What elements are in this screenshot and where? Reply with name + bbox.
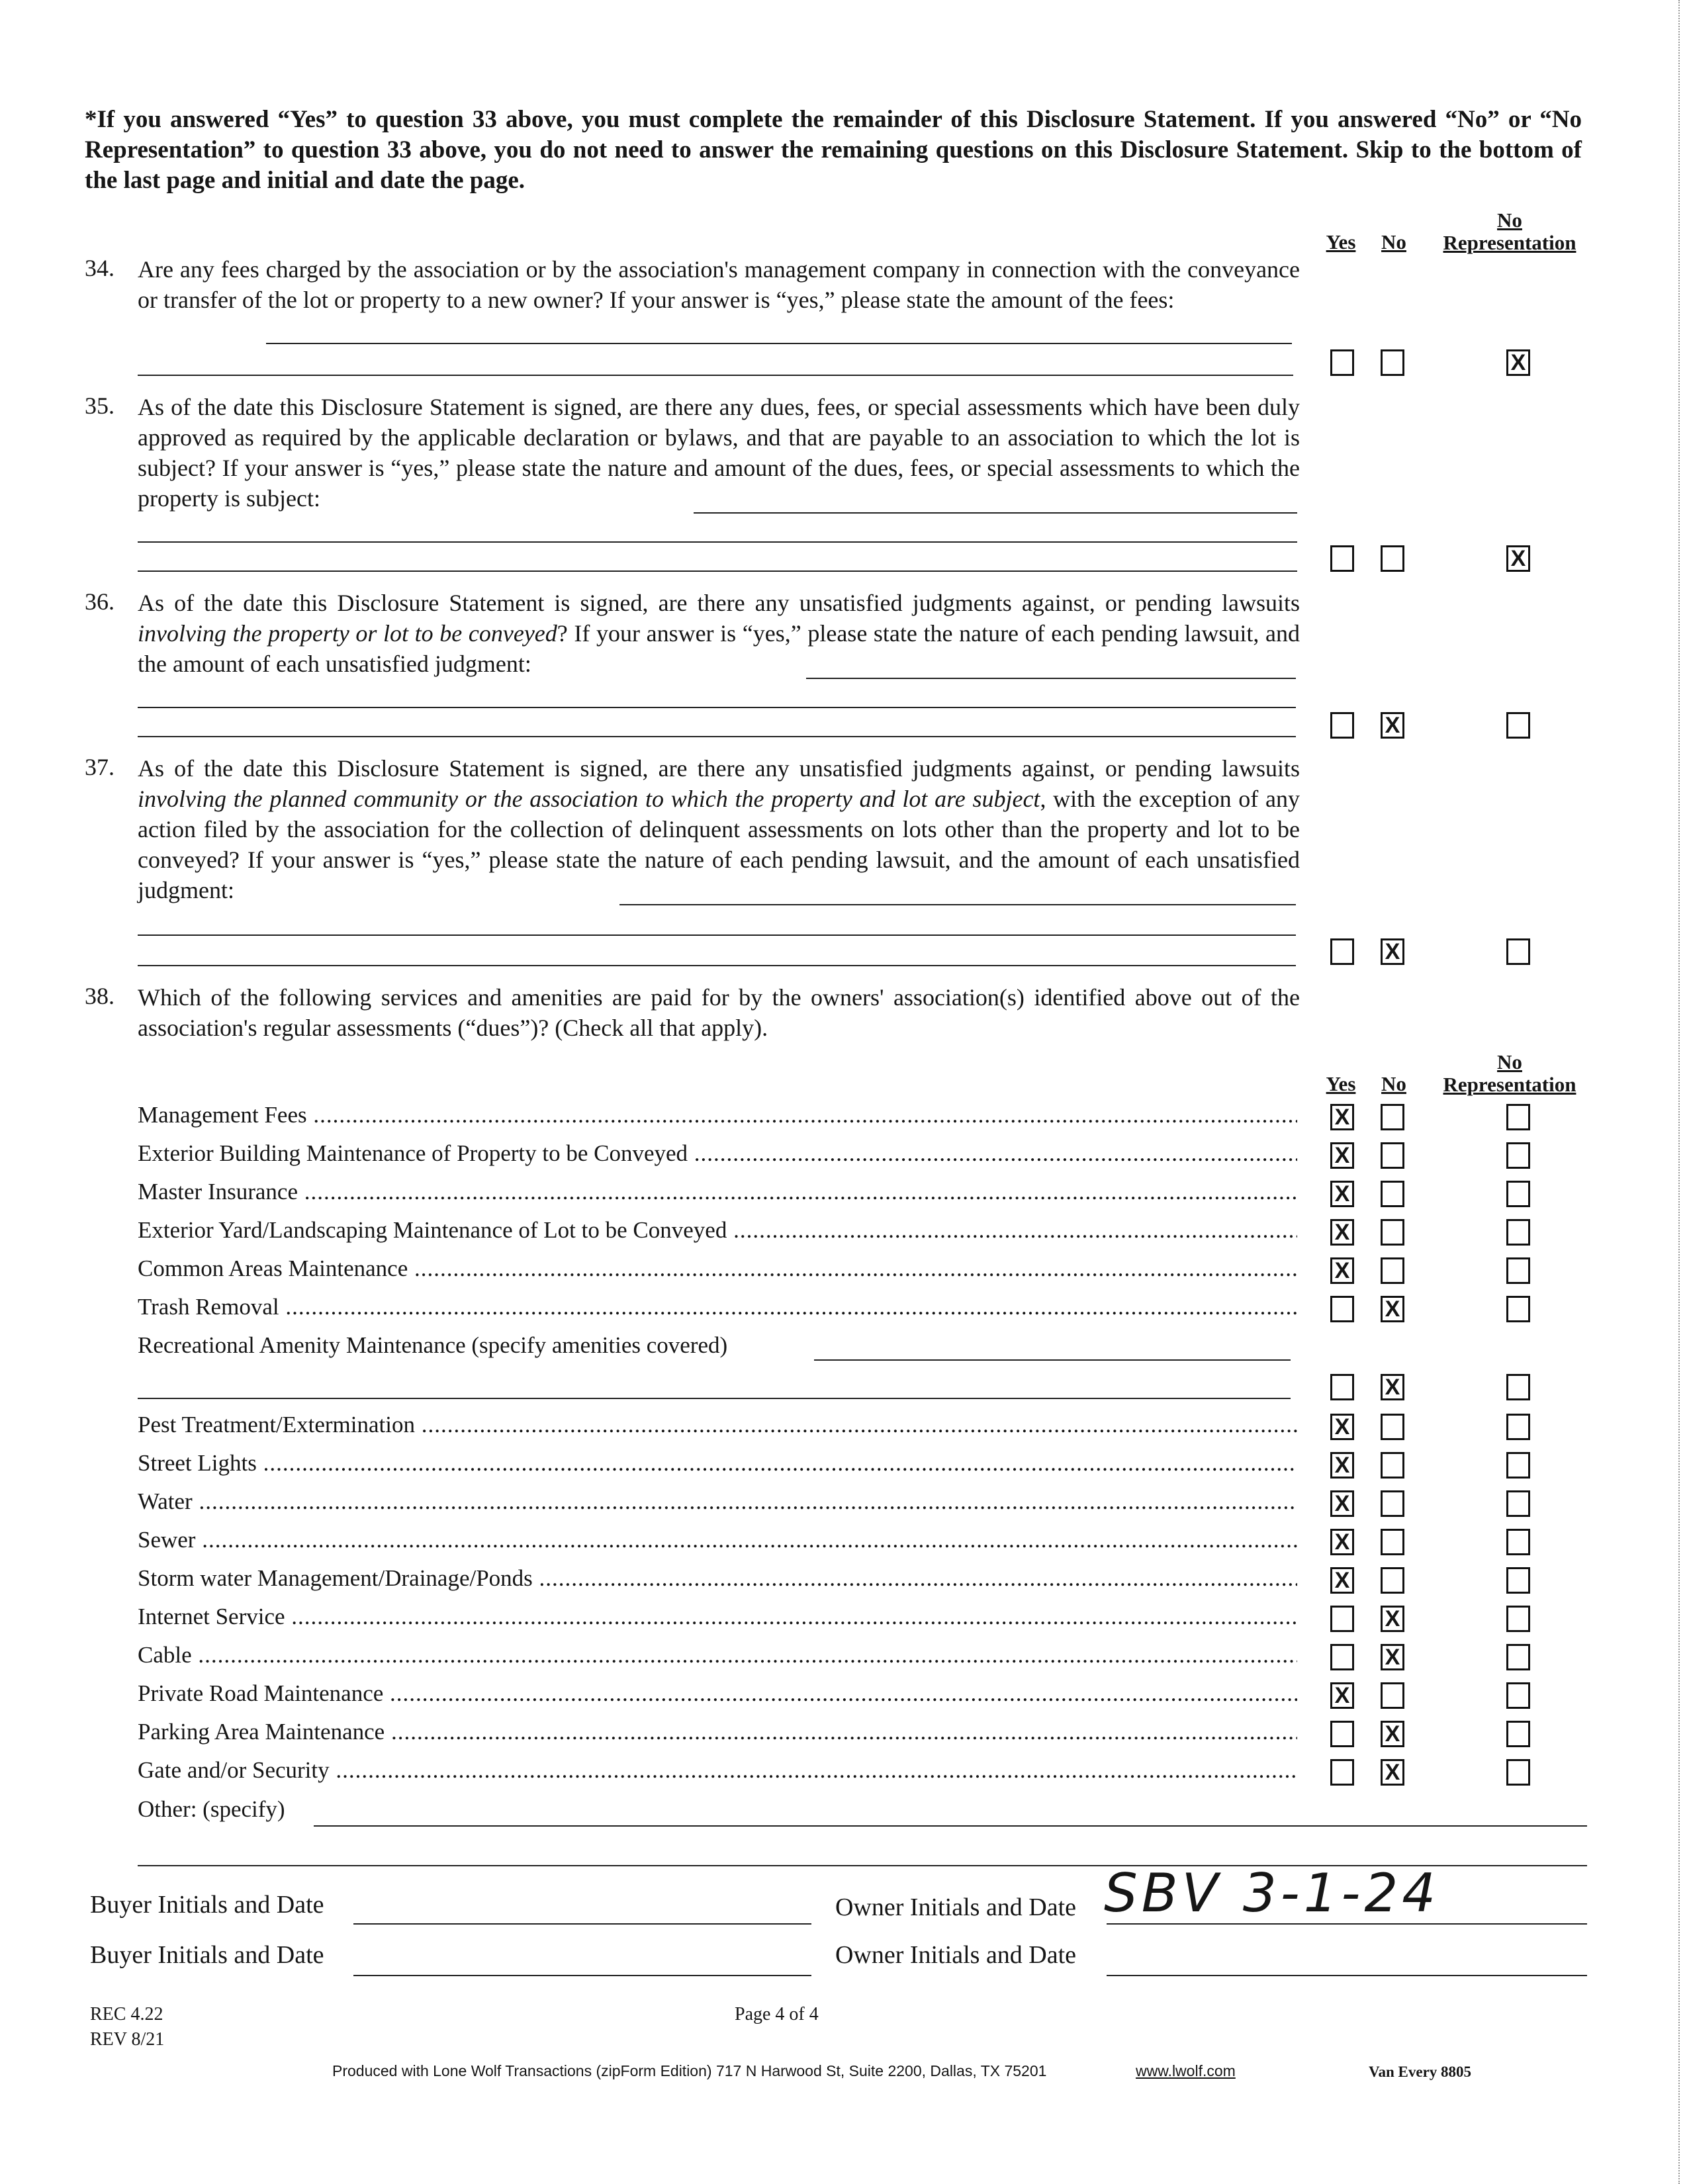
other-specify-line-1 — [314, 1825, 1587, 1827]
q34-yes-checkbox[interactable] — [1330, 349, 1354, 376]
producer-link[interactable]: www.lwolf.com — [1136, 2062, 1236, 2079]
amenity-common-areas-maintenance: Common Areas Maintenance ..... — [138, 1255, 1297, 1283]
amenity-7-yes-checkbox[interactable]: X — [1330, 1414, 1354, 1440]
amenity-13-yes-checkbox[interactable] — [1330, 1644, 1354, 1670]
q37-yes-checkbox[interactable] — [1330, 938, 1354, 965]
amenity-trash-removal: Trash Removal ..... — [138, 1293, 1297, 1321]
amenity-6-no-checkbox[interactable]: X — [1381, 1374, 1404, 1400]
q34-answer-line-1 — [266, 343, 1292, 344]
q35-no-checkbox[interactable] — [1381, 545, 1404, 572]
q34-no-checkbox[interactable] — [1381, 349, 1404, 376]
header-norep-2-line1: No — [1497, 1050, 1522, 1073]
amenity-12-yes-checkbox[interactable] — [1330, 1606, 1354, 1632]
q36-text-b: ? If your answer is “yes,” please state the nature of each pending lawsuit, and the amount of each unsatisfied judgment: — [138, 620, 1300, 677]
question-36-number: 36. — [85, 588, 114, 615]
owner-handwritten-initials: SBV 3-1-24 — [1104, 1862, 1440, 1924]
header-norep-line2: Representation — [1443, 231, 1576, 254]
recreational-specify-line-1 — [814, 1359, 1291, 1361]
amenity-7-norep-checkbox[interactable] — [1506, 1414, 1530, 1440]
amenity-14-yes-checkbox[interactable]: X — [1330, 1682, 1354, 1709]
header-no-2: No — [1381, 1072, 1406, 1095]
amenity-exterior-building-maintenance: Exterior Building Maintenance of Property to be Conveyed ..... — [138, 1140, 1297, 1167]
q36-text-a: As of the date this Disclosure Statement is signed, are there any unsatisfied judgments against, or pending lawsuits — [138, 590, 1300, 616]
q35-yes-checkbox[interactable] — [1330, 545, 1354, 572]
header-no: No — [1381, 230, 1406, 253]
q37-text-emphasis: involving the planned community or the association to which the property and lot are subject — [138, 786, 1040, 812]
amenity-12-norep-checkbox[interactable] — [1506, 1606, 1530, 1632]
amenity-13-norep-checkbox[interactable] — [1506, 1644, 1530, 1670]
question-35-number: 35. — [85, 392, 114, 419]
header-norep-line1: No — [1497, 208, 1522, 232]
question-34-text: Are any fees charged by the association or by the association's management company in connection with the conveyance or transfer of the lot or property to a new owner? If your answer is “yes,” please state the amount of the fees: — [138, 256, 1300, 313]
q37-text-b: , with the exception of any action filed by the association for the collection of delinquent assessments on lots other than the property and lot to be conveyed? If your answer is “yes,” please state the nature of each pending lawsuit, and the amount of each unsatisfied judgment: — [138, 786, 1301, 903]
amenity-0-no-checkbox[interactable] — [1381, 1104, 1404, 1130]
q37-no-checkbox[interactable]: X — [1381, 938, 1404, 965]
amenity-sewer: Sewer ..... — [138, 1526, 1297, 1554]
amenity-3-yes-checkbox[interactable]: X — [1330, 1219, 1354, 1246]
amenity-parking-area-maintenance: Parking Area Maintenance ..... — [138, 1718, 1297, 1746]
amenity-pest-treatment: Pest Treatment/Extermination ..... — [138, 1411, 1297, 1439]
q35-answer-line-2 — [138, 541, 1297, 543]
amenity-3-norep-checkbox[interactable] — [1506, 1219, 1530, 1246]
amenity-4-yes-checkbox[interactable]: X — [1330, 1257, 1354, 1284]
q34-norep-checkbox[interactable]: X — [1506, 349, 1530, 376]
amenity-street-lights: Street Lights ..... — [138, 1449, 1297, 1477]
header-yes: Yes — [1326, 230, 1356, 253]
amenity-9-no-checkbox[interactable] — [1381, 1490, 1404, 1517]
amenity-10-yes-checkbox[interactable]: X — [1330, 1529, 1354, 1555]
amenity-1-yes-checkbox[interactable]: X — [1330, 1142, 1354, 1169]
amenity-2-no-checkbox[interactable] — [1381, 1181, 1404, 1207]
amenity-private-road-maintenance: Private Road Maintenance ..... — [138, 1680, 1297, 1707]
file-name: Van Every 8805 — [1369, 2064, 1472, 2080]
intro-instructions: *If you answered “Yes” to question 33 above, you must complete the remainder of this Disclosure Statement. If you answered “No” or “No Representation” to question 33 above, you do not need to answer the remaining questions on this Disclosure Statement. Skip to the bottom of the last page and initial and date the page. — [85, 106, 1582, 194]
amenity-water: Water ..... — [138, 1488, 1297, 1516]
amenity-15-norep-checkbox[interactable] — [1506, 1721, 1530, 1747]
amenity-4-no-checkbox[interactable] — [1381, 1257, 1404, 1284]
amenity-11-no-checkbox[interactable] — [1381, 1567, 1404, 1594]
amenity-16-yes-checkbox[interactable] — [1330, 1759, 1354, 1786]
amenity-5-yes-checkbox[interactable] — [1330, 1296, 1354, 1322]
owner-initials-label-2: Owner Initials and Date — [835, 1941, 1077, 1969]
question-36-text — [138, 588, 1300, 679]
amenity-13-no-checkbox[interactable]: X — [1381, 1644, 1404, 1670]
amenity-10-norep-checkbox[interactable] — [1506, 1529, 1530, 1555]
question-38-number: 38. — [85, 983, 114, 1009]
owner-initials-label-1: Owner Initials and Date — [835, 1893, 1077, 1921]
amenity-6-norep-checkbox[interactable] — [1506, 1374, 1530, 1400]
header-no-representation — [1434, 209, 1586, 254]
amenity-14-no-checkbox[interactable] — [1381, 1682, 1404, 1709]
q36-answer-line-2 — [138, 707, 1296, 708]
q35-norep-checkbox[interactable]: X — [1506, 545, 1530, 572]
q37-answer-line-1 — [619, 904, 1296, 905]
q34-answer-line-2 — [138, 375, 1293, 376]
amenity-15-no-checkbox[interactable]: X — [1381, 1721, 1404, 1747]
amenity-2-yes-checkbox[interactable]: X — [1330, 1181, 1354, 1207]
amenity-gate-security: Gate and/or Security ..... — [138, 1756, 1297, 1784]
amenity-12-no-checkbox[interactable]: X — [1381, 1606, 1404, 1632]
buyer-initials-line-1[interactable] — [353, 1923, 811, 1925]
amenity-15-yes-checkbox[interactable] — [1330, 1721, 1354, 1747]
question-37-text — [138, 753, 1300, 905]
amenity-1-norep-checkbox[interactable] — [1506, 1142, 1530, 1169]
amenity-8-no-checkbox[interactable] — [1381, 1452, 1404, 1479]
form-id: REC 4.22 — [90, 2004, 163, 2025]
amenity-internet-service: Internet Service ..... — [138, 1603, 1297, 1631]
amenity-3-no-checkbox[interactable] — [1381, 1219, 1404, 1246]
amenity-0-yes-checkbox[interactable]: X — [1330, 1104, 1354, 1130]
q36-answer-line-1 — [806, 678, 1296, 679]
amenity-cable: Cable ..... — [138, 1641, 1297, 1669]
q36-norep-checkbox[interactable] — [1506, 712, 1530, 739]
amenity-14-norep-checkbox[interactable] — [1506, 1682, 1530, 1709]
q35-answer-line-1 — [694, 512, 1297, 514]
amenity-recreational-amenity-maintenance: Recreational Amenity Maintenance (specify amenities covered) — [138, 1332, 728, 1358]
amenity-5-norep-checkbox[interactable] — [1506, 1296, 1530, 1322]
buyer-initials-line-2[interactable] — [353, 1975, 811, 1976]
amenity-4-norep-checkbox[interactable] — [1506, 1257, 1530, 1284]
page-edge-perforation — [1678, 0, 1680, 2184]
amenity-16-no-checkbox[interactable]: X — [1381, 1759, 1404, 1786]
amenity-11-yes-checkbox[interactable]: X — [1330, 1567, 1354, 1594]
amenity-16-norep-checkbox[interactable] — [1506, 1759, 1530, 1786]
amenity-9-norep-checkbox[interactable] — [1506, 1490, 1530, 1517]
form-revision: REV 8/21 — [90, 2029, 165, 2050]
amenity-9-yes-checkbox[interactable]: X — [1330, 1490, 1354, 1517]
other-specify-label: Other: (specify) — [138, 1796, 285, 1822]
amenity-10-no-checkbox[interactable] — [1381, 1529, 1404, 1555]
q36-answer-line-3 — [138, 736, 1296, 737]
page-number: Page 4 of 4 — [735, 2004, 819, 2025]
q36-yes-checkbox[interactable] — [1330, 712, 1354, 739]
header-no-representation-2 — [1434, 1051, 1586, 1096]
amenity-11-norep-checkbox[interactable] — [1506, 1567, 1530, 1594]
owner-initials-line-2[interactable] — [1107, 1975, 1587, 1976]
q35-answer-line-3 — [138, 570, 1297, 572]
amenity-1-no-checkbox[interactable] — [1381, 1142, 1404, 1169]
question-37-number: 37. — [85, 754, 114, 780]
q36-no-checkbox[interactable]: X — [1381, 712, 1404, 739]
q37-norep-checkbox[interactable] — [1506, 938, 1530, 965]
amenity-8-norep-checkbox[interactable] — [1506, 1452, 1530, 1479]
amenity-8-yes-checkbox[interactable]: X — [1330, 1452, 1354, 1479]
amenity-exterior-yard-landscaping: Exterior Yard/Landscaping Maintenance of Lot to be Conveyed ..... — [138, 1216, 1297, 1244]
buyer-initials-label-2: Buyer Initials and Date — [90, 1941, 324, 1969]
question-34-number: 34. — [85, 255, 114, 281]
question-38-text: Which of the following services and amenities are paid for by the owners' association(s) identified above out of the association's regular assessments (“dues”)? (Check all that apply). — [138, 984, 1300, 1041]
header-yes-2: Yes — [1326, 1072, 1356, 1095]
recreational-specify-line-2 — [138, 1398, 1291, 1399]
amenity-7-no-checkbox[interactable] — [1381, 1414, 1404, 1440]
q37-text-a: As of the date this Disclosure Statement is signed, are there any unsatisfied judgments against, or pending lawsuits — [138, 755, 1300, 782]
q37-answer-line-2 — [138, 934, 1296, 936]
amenity-storm-water-management: Storm water Management/Drainage/Ponds ..... — [138, 1565, 1297, 1592]
buyer-initials-label-1: Buyer Initials and Date — [90, 1891, 324, 1919]
amenity-management-fees: Management Fees ..... — [138, 1101, 1297, 1129]
q37-answer-line-3 — [138, 965, 1296, 966]
header-norep-2-line2: Representation — [1443, 1073, 1576, 1096]
q36-text-emphasis: involving the property or lot to be conveyed — [138, 620, 557, 647]
question-35-text: As of the date this Disclosure Statement is signed, are there any dues, fees, or special assessments which have been duly approved as required by the applicable declaration or bylaws, and that are payable to an association to which the lot is subject? If your answer is “yes,” please state the nature and amount of the dues, fees, or special assessments to which the property is subject: — [138, 394, 1300, 512]
amenity-master-insurance: Master Insurance ..... — [138, 1178, 1297, 1206]
amenity-2-norep-checkbox[interactable] — [1506, 1181, 1530, 1207]
amenity-6-yes-checkbox[interactable] — [1330, 1374, 1354, 1400]
amenity-0-norep-checkbox[interactable] — [1506, 1104, 1530, 1130]
producer-info: Produced with Lone Wolf Transactions (zipForm Edition) 717 N Harwood St, Suite 2200, Dallas, TX 75201 — [332, 2062, 1047, 2079]
amenity-5-no-checkbox[interactable]: X — [1381, 1296, 1404, 1322]
